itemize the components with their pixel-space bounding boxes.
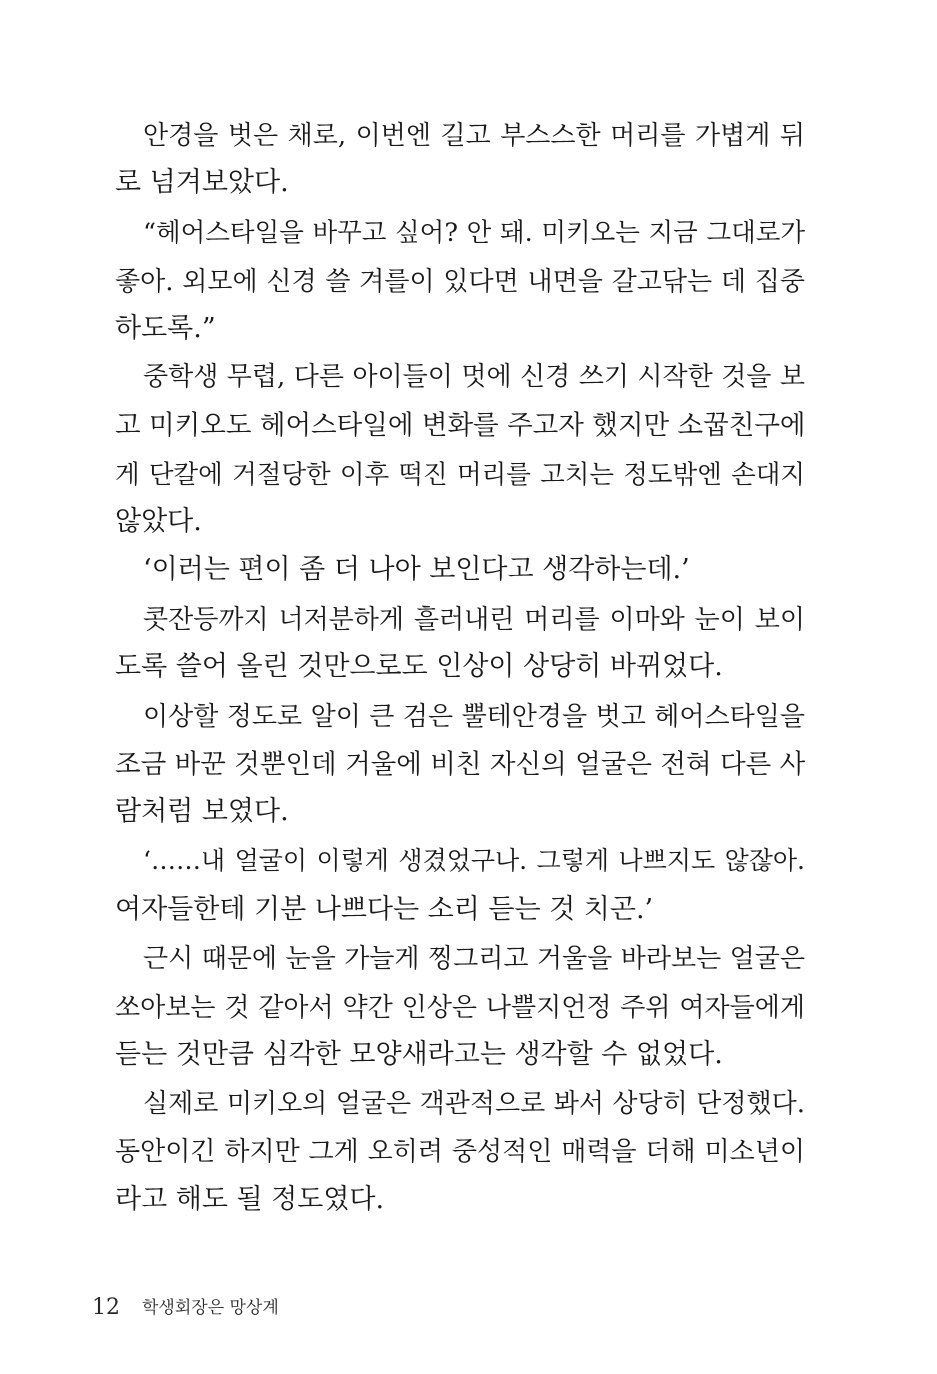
text-line: 이상할 정도로 알이 큰 검은 뿔테안경을 벗고 헤어스타일을 <box>143 702 805 732</box>
text-line: 람처럼 보였다. <box>115 796 289 827</box>
text-line: 콧잔등까지 너저분하게 흘러내린 머리를 이마와 눈이 보이 <box>143 605 805 635</box>
text-line: 여자들한테 기분 나쁘다는 소리 듣는 것 치곤.’ <box>115 894 654 925</box>
text-line: 않았다. <box>115 506 202 537</box>
page-footer <box>92 1293 279 1323</box>
text-line: ‘……내 얼굴이 이렇게 생겼었구나. 그렇게 나쁘지도 않잖아. <box>143 846 805 875</box>
text-line: 듣는 것만큼 심각한 모양새라고는 생각할 수 없었다. <box>115 1039 723 1070</box>
text-line: 동안이긴 하지만 그게 오히려 중성적인 매력을 더해 미소년이 <box>115 1137 805 1167</box>
text-line: 안경을 벗은 채로, 이번엔 길고 부스스한 머리를 가볍게 뒤 <box>143 121 805 151</box>
page-number: 12 <box>92 1295 120 1320</box>
text-line: ‘이러는 편이 좀 더 나아 보인다고 생각하는데.’ <box>143 554 690 585</box>
text-line: “헤어스타일을 바꾸고 싶어? 안 돼. 미키오는 지금 그대로가 <box>143 218 805 248</box>
text-line: 고 미키오도 헤어스타일에 변화를 주고자 했지만 소꿉친구에 <box>115 410 806 441</box>
text-line: 하도록.” <box>115 313 216 344</box>
text-line: 조금 바꾼 것뿐인데 거울에 비친 자신의 얼굴은 전혀 다른 사 <box>115 749 806 780</box>
text-line: 쏘아보는 것 같아서 약간 인상은 나쁠지언정 주위 여자들에게 <box>115 993 805 1023</box>
text-line: 좋아. 외모에 신경 쓸 겨를이 있다면 내면을 갈고닦는 데 집중 <box>115 267 805 297</box>
text-line: 게 단칼에 거절당한 이후 떡진 머리를 고치는 정도밖엔 손대지 <box>115 460 805 490</box>
text-line: 로 넘겨보았다. <box>115 167 289 198</box>
running-title: 학생회장은 망상계 <box>142 1298 279 1318</box>
text-line: 중학생 무렵, 다른 아이들이 멋에 신경 쓰기 시작한 것을 보 <box>143 362 805 392</box>
text-line: 도록 쓸어 올린 것만으로도 인상이 상당히 바뀌었다. <box>115 651 723 682</box>
text-line: 라고 해도 될 정도였다. <box>115 1184 385 1215</box>
text-line: 근시 때문에 눈을 가늘게 찡그리고 거울을 바라보는 얼굴은 <box>143 944 805 974</box>
text-line: 실제로 미키오의 얼굴은 객관적으로 봐서 상당히 단정했다. <box>143 1089 805 1119</box>
